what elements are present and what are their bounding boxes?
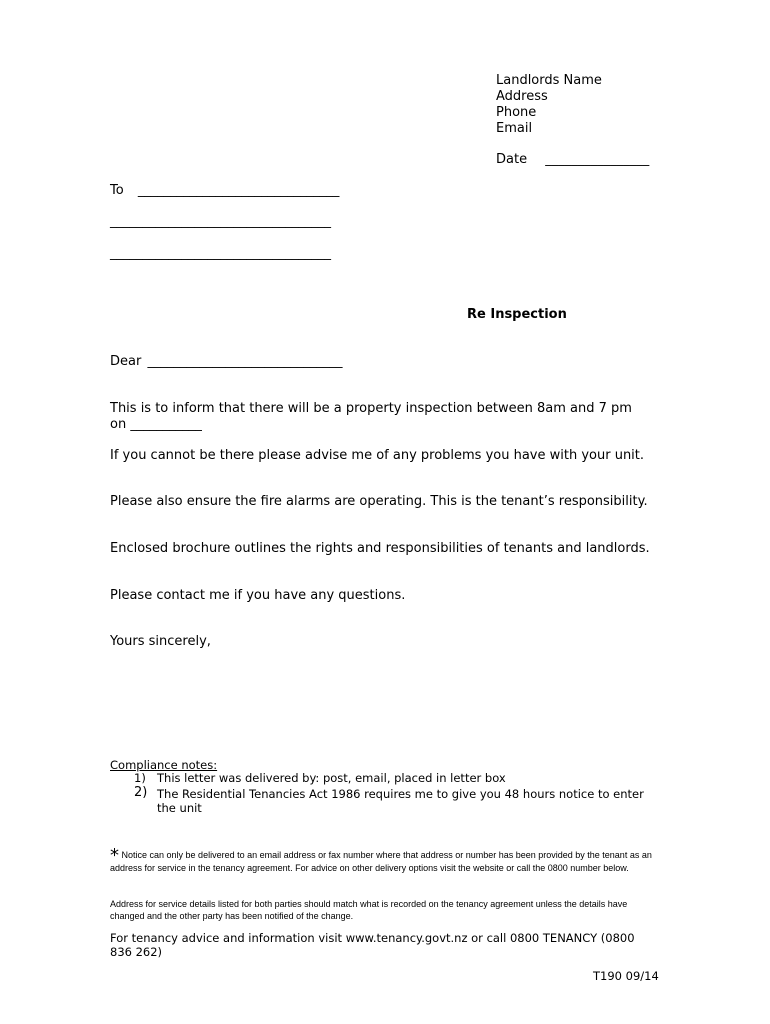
subject-heading: Re Inspection bbox=[467, 307, 567, 322]
compliance-item-2-number: 2) bbox=[134, 785, 148, 800]
to-blank[interactable]: _______________________________ bbox=[137, 183, 340, 198]
asterisk-marker: * bbox=[110, 845, 119, 866]
paragraph-3: Please also ensure the fire alarms are operating. This is the tenant’s responsibility. bbox=[110, 494, 648, 509]
paragraph-5: Please contact me if you have any questions. bbox=[110, 588, 406, 603]
recipient-address-line-2[interactable]: __________________________________ bbox=[110, 246, 331, 261]
compliance-heading: Compliance notes: bbox=[110, 758, 218, 772]
date-line bbox=[496, 152, 649, 168]
address-footnote: Address for service details listed for both parties should match what is recorded on the tenancy agreement unless the details have changed and the other party has been notified of the change. bbox=[110, 899, 628, 921]
paragraph-2: If you cannot be there please advise me of any problems you have with your unit. bbox=[110, 448, 645, 463]
recipient-address-line-1[interactable]: __________________________________ bbox=[110, 214, 331, 229]
tenancy-advice: For tenancy advice and information visit www.tenancy.govt.nz or call 0800 TENANCY (0800 836 262) bbox=[110, 931, 635, 959]
delivery-footnote bbox=[110, 845, 660, 874]
closing: Yours sincerely, bbox=[110, 634, 211, 649]
date-label: Date bbox=[496, 152, 528, 167]
paragraph-4: Enclosed brochure outlines the rights and responsibilities of tenants and landlords. bbox=[110, 541, 650, 556]
sender-name: Landlords Name bbox=[496, 73, 602, 88]
compliance-item-1-number: 1) bbox=[134, 771, 146, 785]
salutation-label: Dear bbox=[110, 354, 142, 369]
to-line bbox=[110, 183, 339, 199]
salutation-blank[interactable]: ______________________________ bbox=[147, 354, 343, 369]
sender-phone: Phone bbox=[496, 105, 537, 120]
form-code: T190 09/14 bbox=[593, 969, 659, 983]
compliance-item-1-text: This letter was delivered by: post, email, placed in letter box bbox=[157, 771, 506, 785]
sender-email: Email bbox=[496, 121, 533, 136]
sender-address: Address bbox=[496, 89, 548, 104]
salutation bbox=[110, 354, 342, 370]
paragraph-1-line-1: This is to inform that there will be a property inspection between 8am and 7 pm bbox=[110, 401, 632, 416]
paragraph-1-line-2: on ___________ bbox=[110, 417, 202, 432]
to-label: To bbox=[110, 183, 124, 198]
compliance-item-2-text: The Residential Tenancies Act 1986 requires me to give you 48 hours notice to enter the unit bbox=[157, 787, 644, 815]
date-blank[interactable]: ________________ bbox=[545, 152, 650, 167]
delivery-footnote-text: Notice can only be delivered to an email address or fax number where that address or number has been provided by the tenant as an address for service in the tenancy agreement. For advice on other delivery options visit the website or call the 0800 number below. bbox=[110, 850, 652, 873]
